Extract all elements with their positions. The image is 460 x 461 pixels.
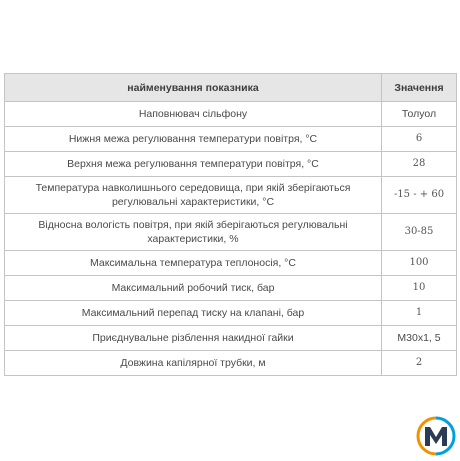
parameter-name: Максимальний перепад тиску на клапані, бар xyxy=(5,301,382,326)
brand-logo xyxy=(416,416,456,456)
parameter-value: 1 xyxy=(382,301,457,326)
m-letter-logo-icon xyxy=(416,416,456,456)
parameter-name: Довжина капілярної трубки, м xyxy=(5,351,382,376)
table-row xyxy=(5,351,457,376)
parameter-name: Максимальний робочий тиск, бар xyxy=(5,276,382,301)
parameter-value: 28 xyxy=(382,152,457,177)
parameter-value: 30-85 xyxy=(382,214,457,251)
table-row xyxy=(5,326,457,351)
table-row xyxy=(5,251,457,276)
table-row xyxy=(5,127,457,152)
specifications-table xyxy=(4,73,457,376)
parameter-value: 100 xyxy=(382,251,457,276)
table-row xyxy=(5,102,457,127)
parameter-name: Наповнювач сільфону xyxy=(5,102,382,127)
parameter-value: М30х1, 5 xyxy=(382,326,457,351)
parameter-value: 6 xyxy=(382,127,457,152)
header-parameter-name: найменування показника xyxy=(5,74,382,102)
parameter-value: -15 - + 60 xyxy=(382,177,457,214)
parameter-value: Толуол xyxy=(382,102,457,127)
parameter-name: Нижня межа регулювання температури повітря, °С xyxy=(5,127,382,152)
table-row xyxy=(5,276,457,301)
table-row xyxy=(5,152,457,177)
table-header-row xyxy=(5,74,457,102)
parameter-name: Верхня межа регулювання температури повітря, °С xyxy=(5,152,382,177)
parameter-value: 10 xyxy=(382,276,457,301)
table-row xyxy=(5,177,457,214)
parameter-name: Температура навколишнього середовища, при якій зберігаються регулювальні характеристики, °С xyxy=(5,177,382,214)
parameter-name: Приєднувальне різблення накидної гайки xyxy=(5,326,382,351)
parameter-name: Відносна вологість повітря, при якій зберігаються регулювальні характеристики, % xyxy=(5,214,382,251)
parameter-name: Максимальна температура теплоносія, °С xyxy=(5,251,382,276)
parameter-value: 2 xyxy=(382,351,457,376)
table-row xyxy=(5,301,457,326)
header-value: Значення xyxy=(382,74,457,102)
table-row xyxy=(5,214,457,251)
